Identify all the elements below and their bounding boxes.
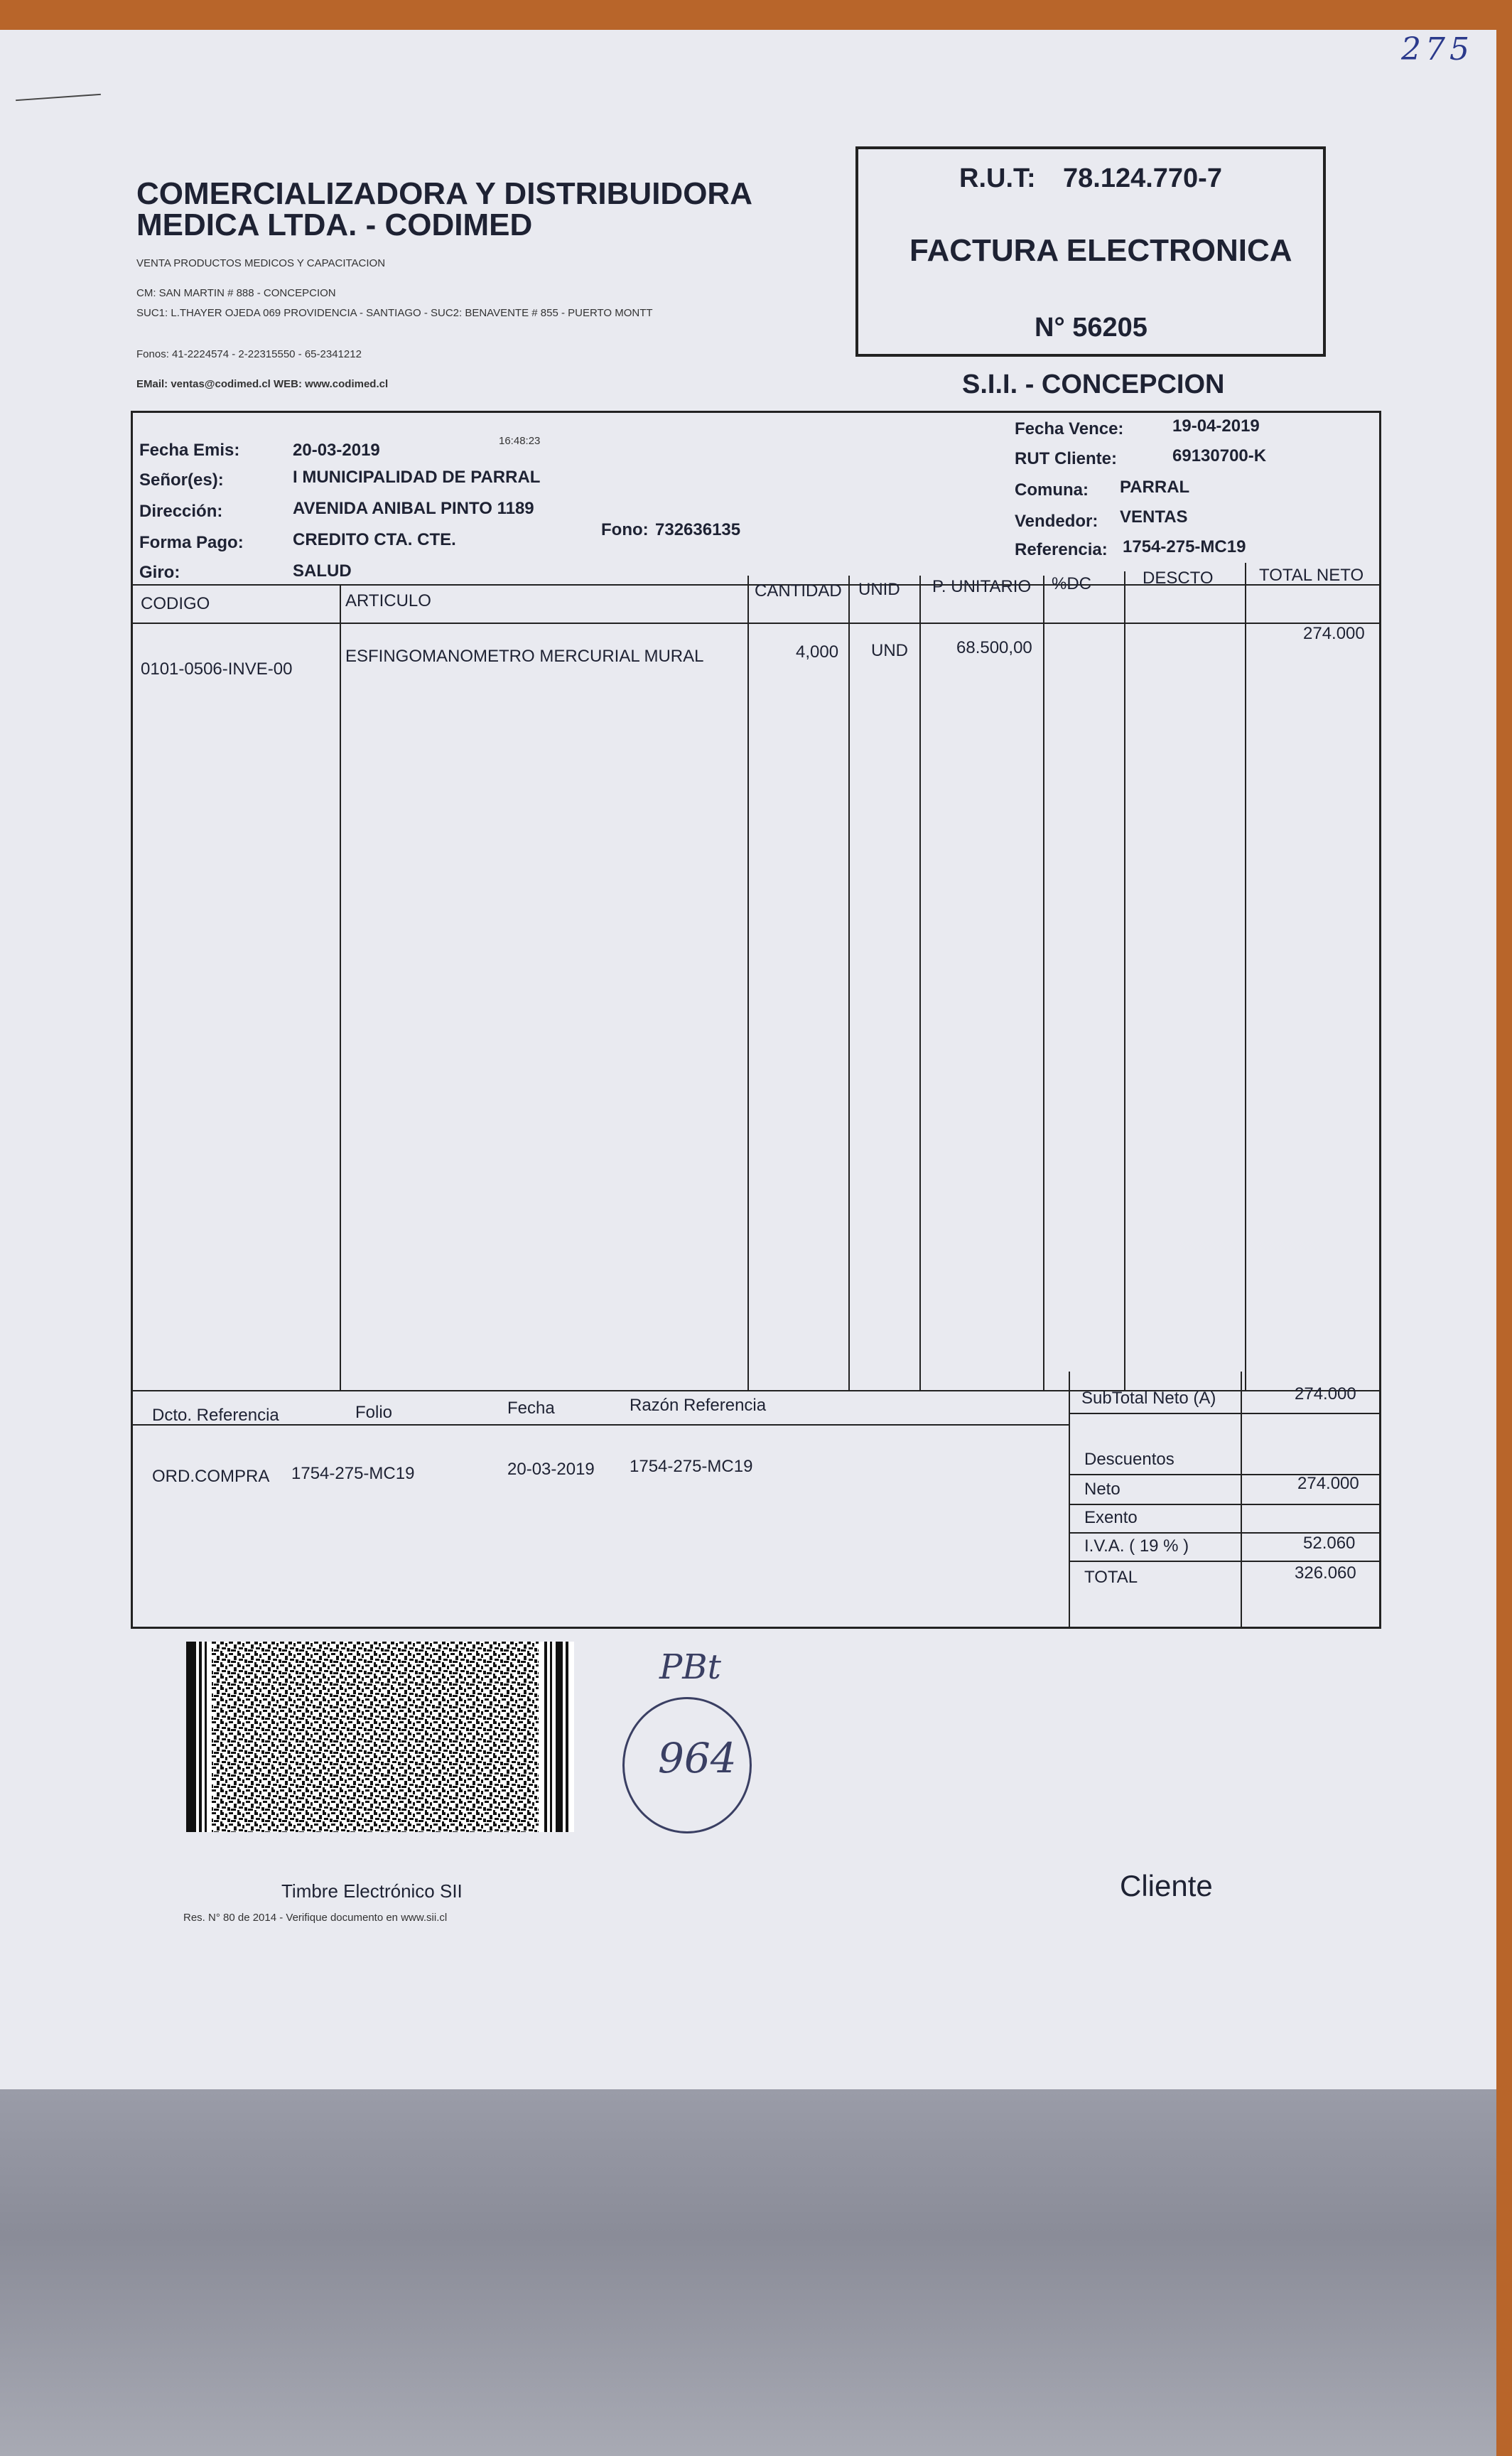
- company-tagline: VENTA PRODUCTOS MEDICOS Y CAPACITACION: [136, 257, 386, 269]
- fecha-vence-value: 19-04-2019: [1172, 416, 1260, 436]
- totals-line-1: [1069, 1413, 1380, 1414]
- giro-value: SALUD: [293, 561, 352, 581]
- hora-emision: 16:48:23: [499, 435, 541, 447]
- rut-label: R.U.T:: [959, 163, 1036, 193]
- sii-office: S.I.I. - CONCEPCION: [962, 370, 1225, 399]
- referencia-label: Referencia:: [1015, 540, 1108, 559]
- iva-label: I.V.A. ( 19 % ): [1084, 1536, 1189, 1556]
- company-email-web: EMail: ventas@codimed.cl WEB: www.codimed.cl: [136, 378, 389, 390]
- company-name-line2: MEDICA LTDA. - CODIMED: [136, 208, 533, 242]
- company-branches: SUC1: L.THAYER OJEDA 069 PROVIDENCIA - SANTIAGO - SUC2: BENAVENTE # 855 - PUERTO MONTT: [136, 307, 653, 319]
- total-label: TOTAL: [1084, 1568, 1138, 1587]
- fecha-emis-label: Fecha Emis:: [139, 441, 240, 460]
- th-unid: UNID: [858, 580, 900, 599]
- fono-label: Fono:: [601, 520, 649, 539]
- ref-th-razon: Razón Referencia: [630, 1396, 767, 1415]
- timbre-label: Timbre Electrónico SII: [281, 1880, 463, 1902]
- fecha-emis-value: 20-03-2019: [293, 441, 380, 460]
- company-address: CM: SAN MARTIN # 888 - CONCEPCION: [136, 287, 336, 299]
- giro-label: Giro:: [139, 563, 180, 582]
- totals-line-5: [1069, 1561, 1380, 1562]
- rut-value: 78.124.770-7: [1063, 163, 1222, 193]
- descuentos-label: Descuentos: [1084, 1450, 1174, 1469]
- table-header-bottom-line: [132, 623, 1380, 624]
- comuna-label: Comuna:: [1015, 480, 1089, 500]
- th-cantidad: CANTIDAD: [755, 581, 842, 600]
- handwritten-circled-number: 964: [658, 1734, 737, 1782]
- ref-th-dcto: Dcto. Referencia: [152, 1406, 279, 1425]
- ref-folio: 1754-275-MC19: [291, 1464, 415, 1483]
- senor-value: I MUNICIPALIDAD DE PARRAL: [293, 468, 541, 487]
- item-codigo: 0101-0506-INVE-00: [141, 659, 293, 679]
- direccion-value: AVENIDA ANIBAL PINTO 1189: [293, 499, 534, 518]
- fono-value: 732636135: [655, 520, 741, 539]
- ref-razon: 1754-275-MC19: [630, 1457, 753, 1476]
- forma-pago-value: CREDITO CTA. CTE.: [293, 530, 456, 549]
- barcode-graphic: [186, 1642, 574, 1832]
- item-unid: UND: [871, 641, 908, 660]
- handwritten-page-number: 275: [1401, 31, 1474, 68]
- col-divider-articulo: [747, 576, 749, 1391]
- exento-label: Exento: [1084, 1508, 1138, 1527]
- col-divider-codigo: [340, 584, 341, 1391]
- totals-line-3: [1069, 1504, 1380, 1505]
- direccion-label: Dirección:: [139, 502, 223, 521]
- item-articulo: ESFINGOMANOMETRO MERCURIAL MURAL: [345, 647, 704, 666]
- vendedor-label: Vendedor:: [1015, 512, 1098, 531]
- ref-th-fecha: Fecha: [507, 1399, 555, 1418]
- rut-cliente-value: 69130700-K: [1172, 446, 1267, 465]
- subtotal-value: 274.000: [1295, 1384, 1356, 1404]
- item-punitario: 68.500,00: [956, 638, 1032, 657]
- rut-cliente-label: RUT Cliente:: [1015, 449, 1117, 468]
- subtotal-label: SubTotal Neto (A): [1081, 1389, 1216, 1408]
- ref-fecha: 20-03-2019: [507, 1460, 595, 1479]
- vendedor-value: VENTAS: [1120, 507, 1188, 527]
- res-verification-text: Res. N° 80 de 2014 - Verifique documento en www.sii.cl: [183, 1912, 448, 1924]
- col-divider-cantidad: [848, 576, 850, 1391]
- company-phones: Fonos: 41-2224574 - 2-22315550 - 65-2341212: [136, 348, 362, 360]
- th-articulo: ARTICULO: [345, 591, 431, 610]
- col-divider-descto: [1245, 563, 1246, 1391]
- col-divider-dc: [1124, 571, 1125, 1391]
- neto-value: 274.000: [1297, 1474, 1359, 1493]
- th-codigo: CODIGO: [141, 594, 210, 613]
- col-divider-unid: [919, 576, 921, 1391]
- iva-value: 52.060: [1303, 1534, 1356, 1553]
- th-descto: DESCTO: [1143, 569, 1214, 588]
- ref-dcto: ORD.COMPRA: [152, 1467, 270, 1486]
- th-dc: %DC: [1052, 574, 1092, 593]
- copy-label-cliente: Cliente: [1120, 1869, 1213, 1902]
- timbre-barcode: [186, 1642, 574, 1832]
- total-value: 326.060: [1295, 1563, 1356, 1583]
- neto-label: Neto: [1084, 1480, 1120, 1499]
- ref-th-folio: Folio: [355, 1403, 393, 1422]
- totals-left-divider: [1069, 1372, 1070, 1629]
- forma-pago-label: Forma Pago:: [139, 533, 244, 552]
- totals-mid-divider: [1241, 1372, 1242, 1629]
- company-name-line1: COMERCIALIZADORA Y DISTRIBUIDORA: [136, 176, 752, 211]
- comuna-value: PARRAL: [1120, 478, 1190, 497]
- doc-type: FACTURA ELECTRONICA: [909, 233, 1292, 268]
- item-cantidad: 4,000: [796, 642, 839, 662]
- th-total-neto: TOTAL NETO: [1259, 566, 1364, 585]
- senor-label: Señor(es):: [139, 470, 224, 490]
- fecha-vence-label: Fecha Vence:: [1015, 419, 1124, 438]
- col-divider-punitario: [1043, 576, 1044, 1391]
- handwritten-initials: PBt: [659, 1647, 721, 1687]
- referencia-value: 1754-275-MC19: [1123, 537, 1246, 556]
- invoice-number: N° 56205: [1035, 313, 1148, 343]
- item-total-neto: 274.000: [1303, 624, 1365, 643]
- paper-shadow: [0, 2089, 1496, 2456]
- th-punitario: P. UNITARIO: [932, 577, 1032, 596]
